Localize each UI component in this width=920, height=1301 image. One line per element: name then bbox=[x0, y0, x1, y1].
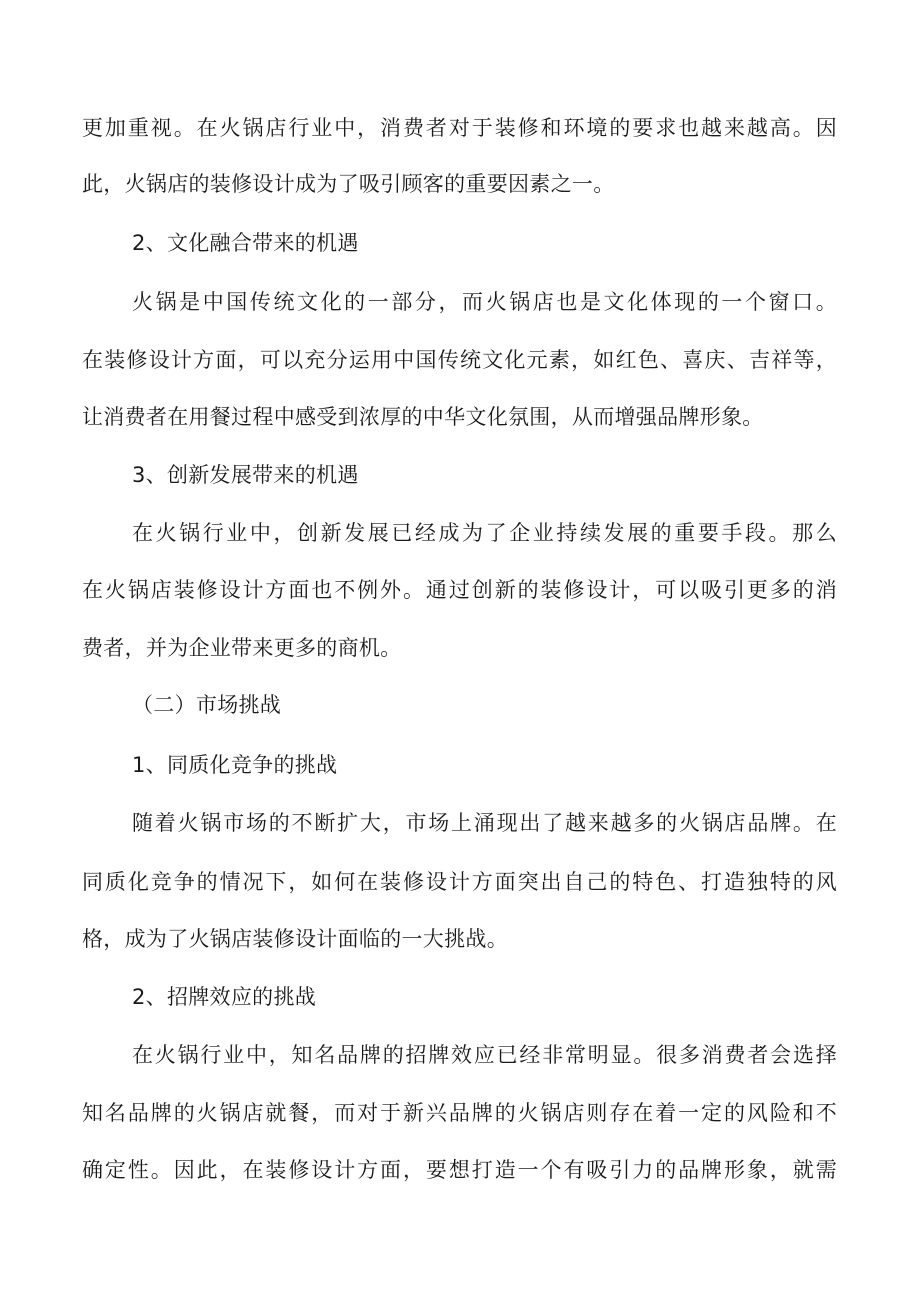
paragraph-line: 在火锅行业中，知名品牌的招牌效应已经非常明显。很多消费者会选择 bbox=[132, 1043, 837, 1067]
paragraph-line: 格，成为了火锅店装修设计面临的一大挑战。 bbox=[82, 927, 508, 951]
section-heading: 2、文化融合带来的机遇 bbox=[132, 231, 359, 255]
section-heading: （二）市场挑战 bbox=[132, 693, 282, 717]
section-heading: 2、招牌效应的挑战 bbox=[132, 985, 317, 1009]
paragraph-line: 费者，并为企业带来更多的商机。 bbox=[82, 636, 402, 660]
paragraph-line: 在装修设计方面，可以充分运用中国传统文化元素，如红色、喜庆、吉祥等， bbox=[82, 348, 837, 372]
paragraph-line: 确定性。因此，在装修设计方面，要想打造一个有吸引力的品牌形象，就需 bbox=[82, 1158, 837, 1182]
paragraph-line: 让消费者在用餐过程中感受到浓厚的中华文化氛围，从而增强品牌形象。 bbox=[82, 405, 764, 429]
section-heading: 3、创新发展带来的机遇 bbox=[132, 463, 359, 487]
paragraph-line: 随着火锅市场的不断扩大，市场上涌现出了越来越多的火锅店品牌。在 bbox=[132, 811, 837, 835]
paragraph-line: 在火锅行业中，创新发展已经成为了企业持续发展的重要手段。那么 bbox=[132, 521, 837, 545]
paragraph-line: 此，火锅店的装修设计成为了吸引顾客的重要因素之一。 bbox=[82, 172, 615, 196]
paragraph-line: 更加重视。在火锅店行业中，消费者对于装修和环境的要求也越来越高。因 bbox=[82, 116, 837, 140]
paragraph-line: 火锅是中国传统文化的一部分，而火锅店也是文化体现的一个窗口。 bbox=[132, 290, 837, 314]
paragraph-line: 知名品牌的火锅店就餐，而对于新兴品牌的火锅店则存在着一定的风险和不 bbox=[82, 1101, 837, 1125]
section-heading: 1、同质化竞争的挑战 bbox=[132, 753, 338, 777]
paragraph-line: 同质化竞争的情况下，如何在装修设计方面突出自己的特色、打造独特的风 bbox=[82, 870, 837, 894]
paragraph-line: 在火锅店装修设计方面也不例外。通过创新的装修设计，可以吸引更多的消 bbox=[82, 578, 837, 602]
